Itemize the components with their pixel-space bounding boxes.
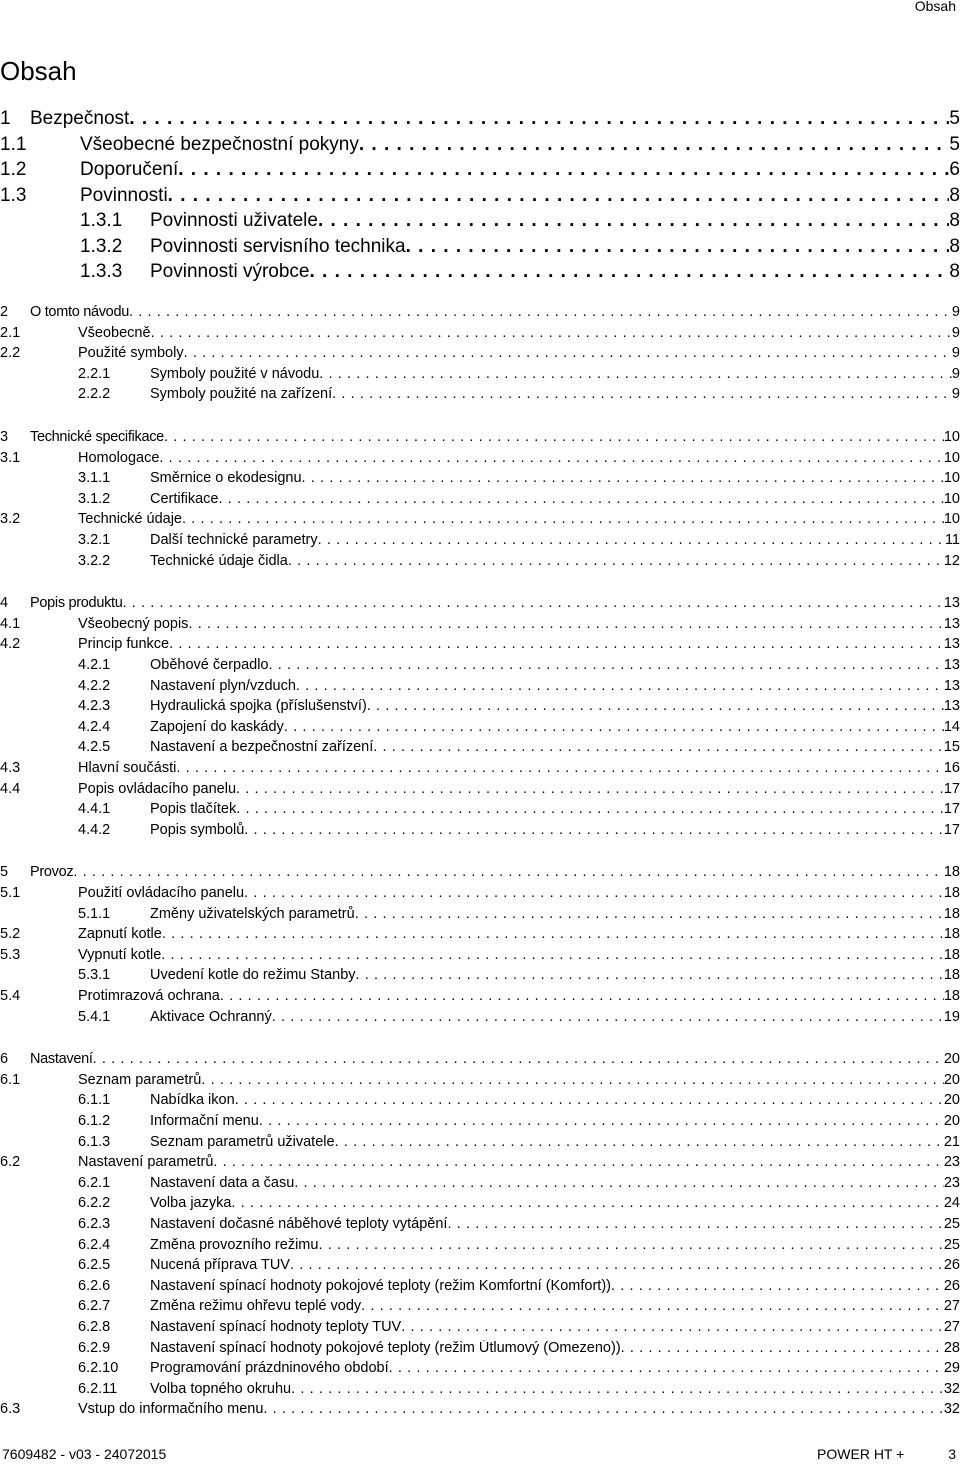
toc-dot-leader xyxy=(319,366,952,382)
toc-entry[interactable] xyxy=(0,719,960,739)
toc-entry-page: 18 xyxy=(943,946,960,963)
toc-entry-title: Nabídka ikon xyxy=(150,1092,235,1109)
toc-entry-title: Nastavení data a času xyxy=(150,1174,295,1191)
toc-entry[interactable] xyxy=(0,1278,960,1298)
toc-entry-number: 6.2.4 xyxy=(78,1236,111,1253)
toc-entry-page: 17 xyxy=(943,780,960,797)
toc-entry-page: 18 xyxy=(943,967,960,984)
toc-dot-leader xyxy=(309,261,949,283)
toc-dot-leader xyxy=(182,511,944,527)
toc-entry-number: 6.1.2 xyxy=(78,1113,111,1129)
toc-entry[interactable] xyxy=(0,210,960,236)
toc-entry[interactable] xyxy=(0,553,960,573)
toc-entry[interactable] xyxy=(0,1216,960,1236)
toc-entry-title: Vypnutí kotle xyxy=(78,946,162,963)
toc-entry-page: 10 xyxy=(943,429,960,445)
toc-entry[interactable] xyxy=(0,1175,960,1195)
toc-dot-leader xyxy=(220,988,944,1004)
toc-entry-page: 25 xyxy=(943,1236,960,1253)
toc-entry[interactable] xyxy=(0,1298,960,1318)
toc-entry-page: 27 xyxy=(943,1298,960,1315)
toc-dot-leader xyxy=(291,1381,944,1397)
toc-entry[interactable] xyxy=(0,678,960,698)
product-name: POWER HT + xyxy=(817,1446,905,1462)
toc-dot-leader xyxy=(318,210,949,232)
toc-entry[interactable] xyxy=(0,345,960,365)
toc-entry-title: Technické specifikace xyxy=(30,429,164,445)
toc-entry-number: 4.3 xyxy=(0,760,21,776)
toc-entry[interactable] xyxy=(0,885,960,905)
toc-entry-title: Povinnosti výrobce xyxy=(150,261,310,282)
toc-entry-page: 18 xyxy=(943,988,960,1004)
toc-entry[interactable] xyxy=(0,760,960,780)
toc-dot-leader xyxy=(213,1154,943,1170)
toc-entry-page: 13 xyxy=(943,657,960,673)
toc-entry-title: Všeobecné bezpečnostní pokyny xyxy=(80,133,359,155)
toc-entry-page: 10 xyxy=(943,511,960,528)
toc-dot-leader xyxy=(219,491,944,507)
toc-entry-title: Nastavení parametrů xyxy=(78,1154,214,1171)
toc-dot-leader xyxy=(361,1298,944,1314)
toc-entry-page: 9 xyxy=(951,386,960,403)
toc-entry-number: 5.4 xyxy=(0,988,21,1004)
toc-entry[interactable] xyxy=(0,636,960,656)
toc-dot-leader xyxy=(611,1278,944,1294)
toc-entry-page: 29 xyxy=(943,1360,960,1377)
toc-dot-leader xyxy=(621,1340,944,1356)
toc-entry-page: 23 xyxy=(943,1154,960,1171)
toc-entry-page: 13 xyxy=(943,636,960,653)
toc-entry-page: 8 xyxy=(949,184,960,206)
toc-entry-number: 5.4.1 xyxy=(78,1008,111,1025)
toc-entry[interactable] xyxy=(0,304,960,324)
toc-entry[interactable] xyxy=(0,595,960,615)
toc-entry-number: 4.2.5 xyxy=(78,739,111,756)
toc-dot-leader xyxy=(294,1175,944,1191)
toc-entry-page: 13 xyxy=(943,677,960,694)
toc-entry-title: Nucená příprava TUV xyxy=(150,1257,290,1274)
toc-entry[interactable] xyxy=(0,926,960,946)
toc-entry-number: 5 xyxy=(0,864,9,881)
toc-entry-title: Popis tlačítek xyxy=(150,801,237,818)
toc-entry-page: 6 xyxy=(949,159,960,180)
toc-entry-number: 1.2 xyxy=(0,159,27,180)
toc-entry-number: 5.3.1 xyxy=(78,967,111,984)
toc-entry-title: Princip funkce xyxy=(78,636,170,653)
toc-entry-page: 5 xyxy=(949,133,960,155)
toc-dot-leader xyxy=(296,678,944,694)
toc-entry-page: 18 xyxy=(943,885,960,901)
toc-dot-leader xyxy=(244,885,944,901)
toc-entry-page: 17 xyxy=(943,821,960,838)
toc-dot-leader xyxy=(356,967,944,983)
toc-entry[interactable] xyxy=(0,864,960,884)
toc-dot-leader xyxy=(406,236,950,258)
toc-entry-number: 6.2.2 xyxy=(78,1195,111,1212)
toc-entry-number: 3.2 xyxy=(0,511,21,528)
toc-entry-number: 4.2 xyxy=(0,636,21,653)
toc-entry-page: 10 xyxy=(943,490,960,507)
toc-entry-title: Symboly použité v návodu xyxy=(150,365,320,382)
toc-entry-number: 4.2.2 xyxy=(78,677,111,694)
toc-entry[interactable] xyxy=(0,236,960,262)
toc-entry-page: 32 xyxy=(943,1380,960,1397)
toc-entry[interactable] xyxy=(0,1340,960,1360)
toc-entry-title: Protimrazová ochrana xyxy=(78,988,220,1004)
toc-entry-number: 6.2.1 xyxy=(78,1174,111,1191)
toc-entry[interactable] xyxy=(0,1381,960,1401)
toc-entry-page: 10 xyxy=(943,449,960,466)
toc-dot-leader xyxy=(318,1237,943,1253)
toc-dot-leader xyxy=(188,616,943,632)
toc-entry[interactable] xyxy=(0,739,960,759)
toc-entry-title: Homologace xyxy=(78,449,160,466)
toc-entry[interactable] xyxy=(0,1113,960,1133)
toc-entry[interactable] xyxy=(0,616,960,636)
toc-entry-number: 5.1.1 xyxy=(78,905,111,922)
document-code: 7609482 - v03 - 24072015 xyxy=(2,1446,167,1462)
toc-entry-title: Nastavení spínací hodnoty teploty TUV xyxy=(150,1319,402,1335)
toc-entry[interactable] xyxy=(0,1009,960,1029)
toc-entry-page: 20 xyxy=(943,1113,960,1129)
toc-entry-number: 6 xyxy=(0,1051,9,1068)
toc-dot-leader xyxy=(244,822,944,838)
toc-entry-title: Popis ovládacího panelu xyxy=(78,780,237,797)
toc-entry[interactable] xyxy=(0,450,960,470)
toc-dot-leader xyxy=(335,1134,944,1150)
toc-entry-number: 2.2.1 xyxy=(78,365,111,382)
toc-entry-number: 1.3.1 xyxy=(80,210,123,231)
toc-entry-page: 9 xyxy=(951,345,960,362)
toc-entry[interactable] xyxy=(0,1154,960,1174)
toc-entry-title: Provoz xyxy=(30,864,74,881)
toc-entry-number: 5.2 xyxy=(0,926,21,943)
toc-entry-page: 16 xyxy=(943,760,960,776)
toc-entry-page: 14 xyxy=(943,718,960,735)
toc-entry[interactable] xyxy=(0,185,960,211)
toc-entry-number: 4.4 xyxy=(0,780,21,797)
toc-dot-leader xyxy=(290,1257,944,1273)
toc-entry-title: Povinnosti servisního technika xyxy=(150,235,406,257)
toc-entry-number: 4 xyxy=(0,595,9,612)
toc-entry-page: 26 xyxy=(943,1257,960,1274)
toc-entry[interactable] xyxy=(0,698,960,718)
toc-entry-page: 8 xyxy=(949,210,960,231)
toc-entry-page: 11 xyxy=(944,532,960,548)
toc-entry-title: Aktivace Ochranný xyxy=(150,1008,272,1025)
toc-entry-title: Doporučení xyxy=(80,159,179,180)
toc-entry-page: 13 xyxy=(943,615,960,632)
toc-entry-title: Nastavení spínací hodnoty pokojové teploty (režim Útlumový (Omezeno)) xyxy=(150,1339,621,1356)
toc-entry-number: 4.2.3 xyxy=(78,698,111,715)
toc-entry-page: 15 xyxy=(943,739,960,756)
toc-entry-title: Certifikace xyxy=(150,490,219,507)
toc-entry[interactable] xyxy=(0,822,960,842)
toc-entry-page: 27 xyxy=(943,1319,960,1335)
toc-dot-leader xyxy=(332,386,952,402)
toc-dot-leader xyxy=(284,719,944,735)
toc-dot-leader xyxy=(123,595,944,611)
toc-dot-leader xyxy=(162,926,944,942)
toc-entry-page: 12 xyxy=(943,552,960,569)
toc-entry[interactable] xyxy=(0,511,960,531)
toc-entry-number: 6.2.8 xyxy=(78,1319,111,1335)
toc-dot-leader xyxy=(231,1195,943,1211)
toc-entry[interactable] xyxy=(0,261,960,287)
toc-entry[interactable] xyxy=(0,988,960,1008)
toc-entry-title: Nastavení dočasné náběhové teploty vytápění xyxy=(150,1216,448,1232)
toc-dot-leader xyxy=(359,134,950,156)
toc-entry-page: 17 xyxy=(943,801,960,818)
toc-entry-number: 6.2.6 xyxy=(78,1277,111,1294)
toc-entry-number: 2 xyxy=(0,304,9,320)
toc-dot-leader xyxy=(129,108,949,130)
toc-dot-leader xyxy=(236,801,944,817)
toc-entry-title: Popis symbolů xyxy=(150,821,245,838)
toc-entry-title: Další technické parametry xyxy=(150,532,318,548)
toc-dot-leader xyxy=(355,906,944,922)
toc-entry[interactable] xyxy=(0,657,960,677)
toc-entry-page: 8 xyxy=(949,235,960,257)
toc-entry-title: Technické údaje čidla xyxy=(150,552,288,569)
toc-entry[interactable] xyxy=(0,325,960,345)
toc-entry[interactable] xyxy=(0,1195,960,1215)
toc-entry-number: 6.2.3 xyxy=(78,1216,111,1232)
toc-entry-number: 1.3.3 xyxy=(80,261,123,282)
toc-entry-number: 6.2.7 xyxy=(78,1298,111,1315)
toc-entry[interactable] xyxy=(0,1134,960,1154)
toc-dot-leader xyxy=(73,864,944,880)
toc-entry-page: 25 xyxy=(943,1216,960,1232)
toc-entry[interactable] xyxy=(0,967,960,987)
toc-dot-leader xyxy=(373,739,944,755)
toc-entry-number: 2.1 xyxy=(0,324,21,341)
toc-entry-number: 3.2.1 xyxy=(78,532,111,548)
toc-entry-page: 28 xyxy=(943,1339,960,1356)
toc-entry-title: Popis produktu xyxy=(30,595,123,612)
toc-dot-leader xyxy=(178,159,949,181)
toc-entry-page: 24 xyxy=(943,1195,960,1212)
page-title: Obsah xyxy=(0,56,77,86)
toc-entry-page: 20 xyxy=(943,1051,960,1068)
toc-entry[interactable] xyxy=(0,1257,960,1277)
toc-dot-leader xyxy=(401,1319,944,1335)
running-header: Obsah xyxy=(914,0,956,14)
toc-dot-leader xyxy=(318,532,945,548)
toc-entry-page: 9 xyxy=(951,324,960,341)
toc-entry-title: Symboly použité na zařízení xyxy=(150,386,333,403)
toc-dot-leader xyxy=(151,325,952,341)
toc-entry-title: Použité symboly xyxy=(78,345,184,362)
toc-entry-page: 19 xyxy=(943,1008,960,1025)
toc-entry-title: Oběhové čerpadlo xyxy=(150,657,269,673)
toc-entry-page: 26 xyxy=(943,1277,960,1294)
toc-dot-leader xyxy=(176,760,944,776)
toc-dot-leader xyxy=(168,185,950,207)
toc-entry-number: 4.2.1 xyxy=(78,657,111,673)
toc-entry-title: Všeobecný popis xyxy=(78,615,189,632)
toc-entry-number: 4.2.4 xyxy=(78,718,111,735)
toc-dot-leader xyxy=(302,470,944,486)
toc-dot-leader xyxy=(288,553,944,569)
toc-entry-number: 1.1 xyxy=(0,133,27,155)
toc-dot-leader xyxy=(184,345,952,361)
toc-entry-page: 10 xyxy=(943,470,960,487)
toc-entry-title: Vstup do informačního menu xyxy=(78,1401,264,1418)
toc-entry[interactable] xyxy=(0,159,960,185)
toc-entry-number: 1 xyxy=(0,108,11,129)
toc-entry-number: 6.2.10 xyxy=(78,1360,119,1377)
toc-entry-page: 18 xyxy=(943,926,960,943)
toc-entry[interactable] xyxy=(0,386,960,406)
toc-entry-page: 32 xyxy=(943,1401,960,1418)
footer-right xyxy=(817,1446,956,1462)
toc-dot-leader xyxy=(367,698,944,714)
toc-dot-leader xyxy=(236,781,944,797)
toc-entry-number: 1.3 xyxy=(0,184,27,206)
toc-dot-leader xyxy=(259,1113,944,1129)
toc-entry-page: 18 xyxy=(943,864,960,881)
toc-entry[interactable] xyxy=(0,108,960,134)
toc-dot-leader xyxy=(272,1009,944,1025)
toc-entry-number: 6.2.11 xyxy=(78,1380,118,1397)
toc-entry-number: 6.2.9 xyxy=(78,1339,111,1356)
toc-dot-leader xyxy=(389,1360,944,1376)
toc-entry[interactable] xyxy=(0,1401,960,1421)
toc-entry-page: 9 xyxy=(951,365,960,382)
toc-entry-number: 5.1 xyxy=(0,885,21,901)
toc-entry-number: 4.1 xyxy=(0,615,21,632)
toc-entry-number: 3.1.2 xyxy=(78,490,111,507)
toc-entry-number: 3.2.2 xyxy=(78,552,111,569)
toc-entry-title: Povinnosti xyxy=(80,184,168,206)
toc-entry-title: Uvedení kotle do režimu Stanby xyxy=(150,967,356,984)
toc-entry-number: 6.1.1 xyxy=(78,1092,111,1109)
toc-entry-title: Všeobecně xyxy=(78,324,151,341)
toc-entry-page: 21 xyxy=(943,1133,960,1150)
toc-entry-number: 3.1.1 xyxy=(78,470,111,487)
toc-entry-title: Bezpečnost xyxy=(30,108,130,129)
toc-entry-page: 13 xyxy=(943,595,960,612)
toc-entry-number: 6.2 xyxy=(0,1154,21,1171)
toc-entry-page: 20 xyxy=(943,1092,960,1109)
toc-entry[interactable] xyxy=(0,491,960,511)
toc-entry[interactable] xyxy=(0,947,960,967)
toc-entry-title: Technické údaje xyxy=(78,511,182,528)
toc-dot-leader xyxy=(93,1051,944,1067)
toc-entry-title: Volba topného okruhu xyxy=(150,1380,292,1397)
toc-entry-number: 6.2.5 xyxy=(78,1257,111,1274)
toc-entry[interactable] xyxy=(0,1092,960,1112)
toc-entry-page: 9 xyxy=(951,304,960,320)
toc-dot-leader xyxy=(161,947,944,963)
toc-dot-leader xyxy=(129,304,952,320)
toc-entry-number: 2.2.2 xyxy=(78,386,111,403)
toc-entry-title: Nastavení spínací hodnoty pokojové teploty (režim Komfortní (Komfort)) xyxy=(150,1277,611,1294)
toc-entry[interactable] xyxy=(0,1051,960,1071)
toc-dot-leader xyxy=(263,1401,943,1417)
toc-entry-number: 2.2 xyxy=(0,345,21,362)
toc-dot-leader xyxy=(159,450,943,466)
toc-entry-title: Hlavní součásti xyxy=(78,760,177,776)
toc-entry-title: Změna režimu ohřevu teplé vody xyxy=(150,1298,362,1315)
toc-dot-leader xyxy=(235,1092,944,1108)
toc-entry-title: Nastavení xyxy=(30,1051,93,1068)
toc-entry-page: 18 xyxy=(943,905,960,922)
toc-entry-number: 4.4.1 xyxy=(78,801,111,818)
toc-entry-title: Směrnice o ekodesignu xyxy=(150,470,302,487)
toc-dot-leader xyxy=(447,1216,943,1232)
toc-entry-title: Zapojení do kaskády xyxy=(150,718,284,735)
toc-entry-title: Nastavení a bezpečnostní zařízení xyxy=(150,739,374,756)
toc-entry-title: Informační menu xyxy=(150,1113,259,1129)
toc-entry[interactable] xyxy=(0,906,960,926)
toc-entry-number: 4.4.2 xyxy=(78,821,111,838)
toc-dot-leader xyxy=(169,636,944,652)
toc-dot-leader xyxy=(164,429,944,445)
toc-entry-page: 13 xyxy=(943,698,960,715)
toc-entry[interactable] xyxy=(0,429,960,449)
toc-entry[interactable] xyxy=(0,532,960,552)
toc-entry-number: 6.1 xyxy=(0,1071,21,1088)
toc-entry-title: Změny uživatelských parametrů xyxy=(150,905,355,922)
toc-entry-page: 20 xyxy=(943,1071,960,1088)
toc-entry[interactable] xyxy=(0,1072,960,1092)
page-number: 3 xyxy=(948,1446,956,1462)
toc-entry[interactable] xyxy=(0,134,960,160)
toc-entry[interactable] xyxy=(0,781,960,801)
toc-entry-number: 3.1 xyxy=(0,449,21,466)
toc-entry[interactable] xyxy=(0,1360,960,1380)
toc-entry-title: Nastavení plyn/vzduch xyxy=(150,677,296,694)
toc-entry-title: Zapnutí kotle xyxy=(78,926,162,943)
toc-entry-page: 5 xyxy=(949,108,960,129)
toc-entry-title: Programování prázdninového období xyxy=(150,1360,389,1377)
toc-entry-number: 3 xyxy=(0,429,9,445)
toc-entry[interactable] xyxy=(0,801,960,821)
toc-entry-title: Změna provozního režimu xyxy=(150,1236,319,1253)
toc-entry-number: 1.3.2 xyxy=(80,235,123,257)
toc-dot-leader xyxy=(269,657,944,673)
toc-entry-title: Použití ovládacího panelu xyxy=(78,885,245,901)
toc-entry[interactable] xyxy=(0,470,960,490)
toc-entry-title: Volba jazyka xyxy=(150,1195,232,1212)
toc-entry-title: Seznam parametrů uživatele xyxy=(150,1133,335,1150)
toc-entry-number: 6.1.3 xyxy=(78,1133,111,1150)
toc-entry[interactable] xyxy=(0,366,960,386)
toc-entry[interactable] xyxy=(0,1237,960,1257)
toc-entry-page: 23 xyxy=(943,1174,960,1191)
toc-entry-number: 5.3 xyxy=(0,946,21,963)
toc-entry[interactable] xyxy=(0,1319,960,1339)
toc-dot-leader xyxy=(201,1072,944,1088)
toc-entry-number: 6.3 xyxy=(0,1401,21,1418)
toc-entry-page: 8 xyxy=(949,261,960,282)
toc-entry-title: Hydraulická spojka (příslušenství) xyxy=(150,698,367,715)
toc-entry-title: Seznam parametrů xyxy=(78,1071,202,1088)
toc-entry-title: Povinnosti uživatele xyxy=(150,210,318,231)
toc-entry-title: O tomto návodu xyxy=(30,304,129,320)
